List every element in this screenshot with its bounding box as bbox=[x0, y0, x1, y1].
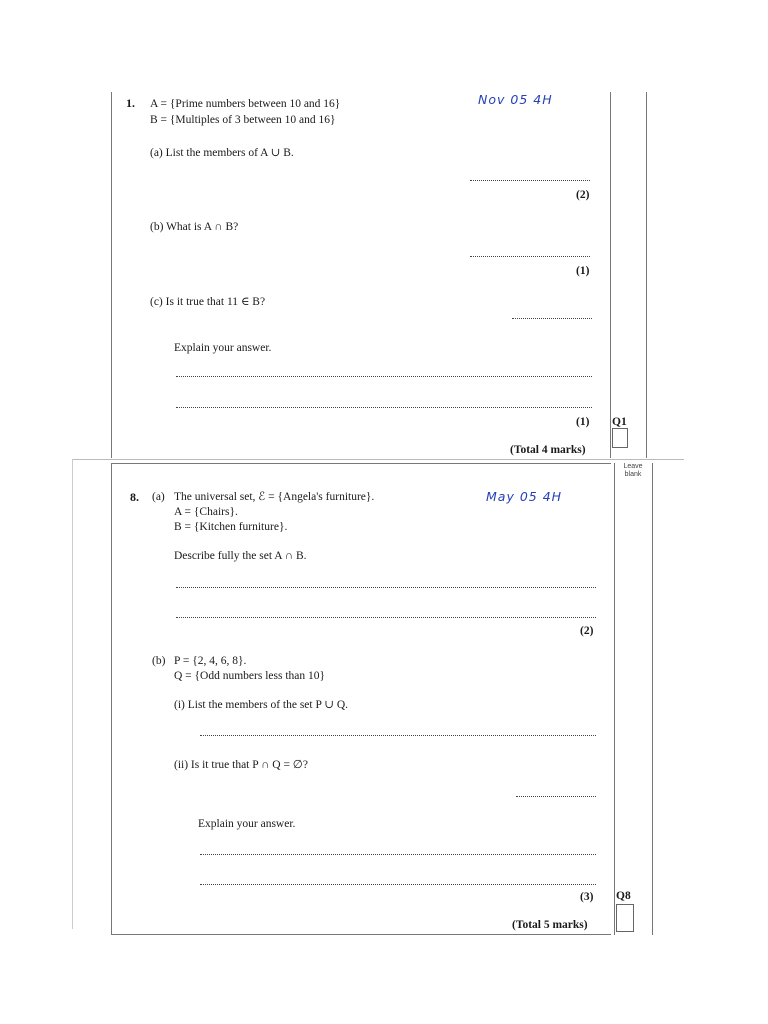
q1-tag: Q1 bbox=[612, 416, 627, 428]
q8-total: (Total 5 marks) bbox=[512, 919, 588, 931]
q8bii-answer-line[interactable] bbox=[516, 796, 596, 797]
q1c-explain-line-1[interactable] bbox=[176, 376, 592, 377]
q8-set-a: A = {Chairs}. bbox=[174, 506, 238, 518]
q8-part-ii: (ii) Is it true that P ∩ Q = ∅? bbox=[174, 759, 308, 771]
q8-explain-line-2[interactable] bbox=[200, 884, 596, 885]
q1-right-border bbox=[646, 92, 647, 458]
q1-part-a: (a) List the members of A ∪ B. bbox=[150, 147, 294, 159]
q8a-answer-line-2[interactable] bbox=[176, 617, 596, 618]
q1-set-b: B = {Multiples of 3 between 10 and 16} bbox=[150, 114, 336, 126]
q8bi-answer-line[interactable] bbox=[200, 735, 596, 736]
q8-part-b-label: (b) bbox=[152, 655, 166, 667]
q1-total: (Total 4 marks) bbox=[510, 444, 586, 456]
q8-handwritten-note: May 05 4H bbox=[486, 489, 563, 504]
q1-margin-line bbox=[610, 92, 611, 458]
scan-divider bbox=[72, 459, 684, 460]
q1-number: 1. bbox=[126, 96, 135, 110]
scan-left-edge bbox=[72, 459, 73, 929]
q1b-answer-line[interactable] bbox=[470, 256, 590, 257]
q8-describe: Describe fully the set A ∩ B. bbox=[174, 550, 307, 562]
q8-set-q: Q = {Odd numbers less than 10} bbox=[174, 670, 326, 682]
q1-handwritten-note: Nov 05 4H bbox=[478, 92, 553, 107]
q8-mark-box bbox=[616, 904, 634, 932]
q8-left-border bbox=[111, 463, 112, 935]
q1-part-b: (b) What is A ∩ B? bbox=[150, 221, 239, 233]
q8-part-a-label: (a) bbox=[152, 491, 165, 503]
q8-margin-line bbox=[614, 463, 615, 935]
q8-right-border bbox=[652, 463, 653, 935]
q1b-marks: (1) bbox=[576, 265, 590, 277]
q8a-marks: (2) bbox=[580, 625, 594, 637]
q1-part-c: (c) Is it true that 11 ∈ B? bbox=[150, 296, 266, 308]
q8-universal-set: The universal set, ℰ = {Angela's furniture}. bbox=[174, 491, 375, 503]
q8-top-border bbox=[111, 463, 611, 464]
q1-mark-box bbox=[612, 428, 628, 448]
q1a-marks: (2) bbox=[576, 189, 590, 201]
q8-tag: Q8 bbox=[616, 890, 631, 902]
q1c-marks: (1) bbox=[576, 416, 590, 428]
q1c-explain: Explain your answer. bbox=[174, 342, 272, 354]
q8a-answer-line-1[interactable] bbox=[176, 587, 596, 588]
q8-explain-line-1[interactable] bbox=[200, 854, 596, 855]
q8-part-i: (i) List the members of the set P ∪ Q. bbox=[174, 699, 349, 711]
q8-set-p: P = {2, 4, 6, 8}. bbox=[174, 655, 247, 667]
leave-blank-label: Leave blank bbox=[623, 463, 643, 478]
q1c-answer-line[interactable] bbox=[512, 318, 592, 319]
q8-set-b: B = {Kitchen furniture}. bbox=[174, 521, 288, 533]
q1c-explain-line-2[interactable] bbox=[176, 407, 592, 408]
q1a-answer-line[interactable] bbox=[470, 180, 590, 181]
q1-left-border bbox=[111, 92, 112, 458]
q1-set-a: A = {Prime numbers between 10 and 16} bbox=[150, 98, 341, 110]
q8-number: 8. bbox=[130, 490, 139, 504]
q8-explain: Explain your answer. bbox=[198, 818, 296, 830]
q8b-marks: (3) bbox=[580, 891, 594, 903]
q8-bottom-border bbox=[111, 934, 611, 935]
